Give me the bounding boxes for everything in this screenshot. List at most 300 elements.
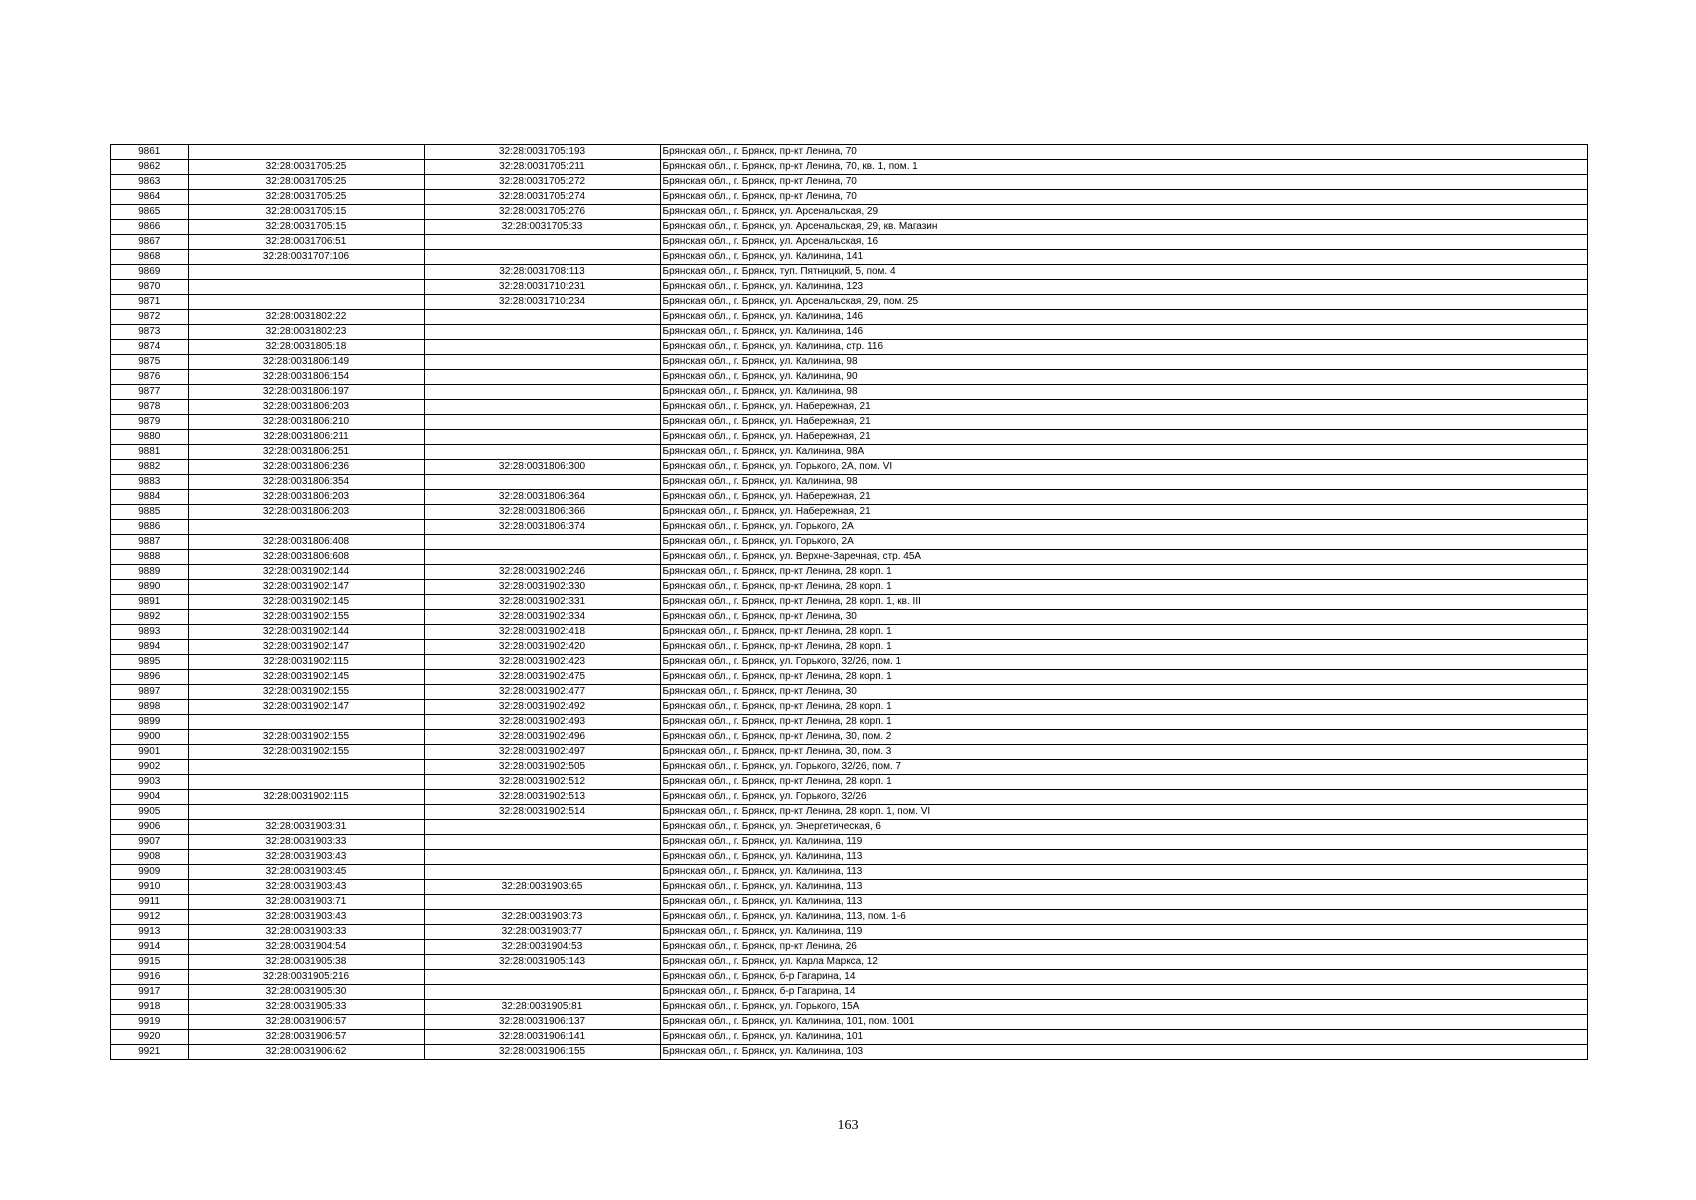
address-cell: Брянская обл., г. Брянск, ул. Калинина, 146 — [660, 310, 1587, 325]
parent-cadastral-number-cell: 32:28:0031806:211 — [188, 430, 424, 445]
row-number-cell: 9921 — [111, 1045, 188, 1060]
table-row — [111, 790, 1587, 805]
address-cell: Брянская обл., г. Брянск, ул. Набережная, 21 — [660, 415, 1587, 430]
address-cell: Брянская обл., г. Брянск, ул. Калинина, 113, пом. 1-6 — [660, 910, 1587, 925]
table-row — [111, 415, 1587, 430]
row-number-cell: 9917 — [111, 985, 188, 1000]
address-cell: Брянская обл., г. Брянск, ул. Калинина, 101, пом. 1001 — [660, 1015, 1587, 1030]
parent-cadastral-number-cell: 32:28:0031906:57 — [188, 1030, 424, 1045]
parent-cadastral-number-cell: 32:28:0031806:149 — [188, 355, 424, 370]
table-row — [111, 490, 1587, 505]
parent-cadastral-number-cell: 32:28:0031902:155 — [188, 730, 424, 745]
cadastral-number-cell: 32:28:0031806:300 — [424, 460, 660, 475]
parent-cadastral-number-cell — [188, 760, 424, 775]
row-number-cell: 9915 — [111, 955, 188, 970]
address-cell: Брянская обл., г. Брянск, ул. Набережная, 21 — [660, 430, 1587, 445]
row-number-cell: 9861 — [138, 146, 161, 157]
table-row — [111, 730, 1587, 745]
cadastral-number-cell: 32:28:0031710:234 — [424, 295, 660, 310]
row-number-cell: 9867 — [111, 235, 188, 250]
address-cell: Брянская обл., г. Брянск, ул. Калинина, 113 — [660, 880, 1587, 895]
cadastral-number-cell — [424, 445, 660, 460]
cadastral-number-cell: 32:28:0031905:143 — [424, 955, 660, 970]
address-cell: Брянская обл., г. Брянск, ул. Арсенальская, 29, кв. Магазин — [660, 220, 1587, 235]
table-row — [111, 925, 1587, 940]
parent-cadastral-number-cell: 32:28:0031902:115 — [188, 790, 424, 805]
table-row — [111, 220, 1587, 235]
row-number-cell: 9889 — [111, 565, 188, 580]
row-number-cell: 9898 — [111, 700, 188, 715]
cadastral-number-cell: 32:28:0031902:514 — [424, 805, 660, 820]
table-row — [111, 370, 1587, 385]
row-number-cell: 9865 — [111, 205, 188, 220]
table-row — [111, 985, 1587, 1000]
cadastral-number-cell — [424, 400, 660, 415]
table-row — [111, 340, 1587, 355]
address-cell: Брянская обл., г. Брянск, пр-кт Ленина, 70 — [660, 190, 1587, 205]
table-row — [111, 625, 1587, 640]
cadastral-number-cell — [424, 430, 660, 445]
address-cell: Брянская обл., г. Брянск, пр-кт Ленина, 28 корп. 1 — [660, 580, 1587, 595]
address-cell: Брянская обл., г. Брянск, б-р Гагарина, 14 — [660, 970, 1587, 985]
table-row — [111, 535, 1587, 550]
row-number-cell: 9899 — [111, 715, 188, 730]
address-cell: Брянская обл., г. Брянск, ул. Калинина, 103 — [660, 1045, 1587, 1060]
parent-cadastral-number-cell: 32:28:0031903:45 — [188, 865, 424, 880]
row-number-cell: 9911 — [111, 895, 188, 910]
cadastral-number-cell: 32:28:0031902:512 — [424, 775, 660, 790]
table-row — [111, 895, 1587, 910]
address-cell: Брянская обл., г. Брянск, ул. Калинина, 119 — [660, 835, 1587, 850]
row-number-cell: 9866 — [111, 220, 188, 235]
parent-cadastral-number-cell: 32:28:0031902:145 — [188, 670, 424, 685]
table-row — [111, 385, 1587, 400]
cadastral-number-cell: 32:28:0031705:33 — [424, 220, 660, 235]
address-cell: Брянская обл., г. Брянск, пр-кт Ленина, 28 корп. 1 — [660, 670, 1587, 685]
table-row — [111, 325, 1587, 340]
parent-cadastral-number-cell: 32:28:0031705:25 — [188, 175, 424, 190]
parent-cadastral-number-cell: 32:28:0031707:106 — [188, 250, 424, 265]
address-cell: Брянская обл., г. Брянск, ул. Горького, 32/26, пом. 7 — [660, 760, 1587, 775]
cadastral-number-cell: 32:28:0031905:81 — [424, 1000, 660, 1015]
cadastral-number-cell: 32:28:0031806:366 — [424, 505, 660, 520]
row-number-cell: 9893 — [111, 625, 188, 640]
row-number-cell: 9874 — [111, 340, 188, 355]
address-cell: Брянская обл., г. Брянск, ул. Калинина, 141 — [660, 250, 1587, 265]
table-row — [111, 760, 1587, 775]
parent-cadastral-number-cell — [188, 520, 424, 535]
row-number-cell: 9869 — [111, 265, 188, 280]
cadastral-number-cell — [424, 865, 660, 880]
table-row — [111, 250, 1587, 265]
parent-cadastral-number-cell: 32:28:0031902:144 — [188, 625, 424, 640]
cadastral-number-cell: 32:28:0031705:274 — [424, 190, 660, 205]
table-row — [111, 400, 1587, 415]
parent-cadastral-number-cell — [188, 715, 424, 730]
table-row — [111, 850, 1587, 865]
cadastral-number-cell — [424, 325, 660, 340]
row-number-cell: 9900 — [111, 730, 188, 745]
table-row — [111, 175, 1587, 190]
parent-cadastral-number-cell: 32:28:0031905:216 — [188, 970, 424, 985]
parent-cadastral-number-cell: 32:28:0031802:23 — [188, 325, 424, 340]
cadastral-number-cell: 32:28:0031705:193 — [424, 145, 660, 160]
parent-cadastral-number-cell: 32:28:0031806:203 — [188, 490, 424, 505]
cadastral-number-cell: 32:28:0031902:475 — [424, 670, 660, 685]
table-row — [111, 190, 1587, 205]
address-cell: Брянская обл., г. Брянск, ул. Набережная, 21 — [660, 505, 1587, 520]
address-cell: Брянская обл., г. Брянск, ул. Горького, 15А — [660, 1000, 1587, 1015]
table-row — [111, 880, 1587, 895]
address-cell: Брянская обл., г. Брянск, пр-кт Ленина, 28 корп. 1, пом. VI — [660, 805, 1587, 820]
parent-cadastral-number-cell: 32:28:0031806:608 — [188, 550, 424, 565]
row-number-cell: 9890 — [111, 580, 188, 595]
cadastral-number-cell: 32:28:0031902:477 — [424, 685, 660, 700]
parent-cadastral-number-cell: 32:28:0031806:354 — [188, 475, 424, 490]
address-cell: Брянская обл., г. Брянск, ул. Горького, 2А, пом. VI — [660, 460, 1587, 475]
row-number-cell: 9905 — [111, 805, 188, 820]
parent-cadastral-number-cell: 32:28:0031705:15 — [188, 205, 424, 220]
address-cell: Брянская обл., г. Брянск, ул. Горького, 32/26 — [660, 790, 1587, 805]
parent-cadastral-number-cell: 32:28:0031902:147 — [188, 700, 424, 715]
address-cell: Брянская обл., г. Брянск, ул. Калинина, 113 — [660, 895, 1587, 910]
table-row — [111, 700, 1587, 715]
address-cell: Брянская обл., г. Брянск, ул. Калинина, 98А — [660, 445, 1587, 460]
address-cell: Брянская обл., г. Брянск, пр-кт Ленина, 28 корп. 1 — [660, 700, 1587, 715]
table-row — [111, 565, 1587, 580]
cadastral-number-cell: 32:28:0031902:423 — [424, 655, 660, 670]
parent-cadastral-number-cell: 32:28:0031903:43 — [188, 910, 424, 925]
address-cell: Брянская обл., г. Брянск, пр-кт Ленина, 30, пом. 2 — [660, 730, 1587, 745]
cadastral-number-cell — [424, 310, 660, 325]
row-number-cell: 9864 — [111, 190, 188, 205]
cadastral-number-cell: 32:28:0031705:211 — [424, 160, 660, 175]
row-number-cell: 9913 — [111, 925, 188, 940]
table-row — [111, 595, 1587, 610]
address-cell: Брянская обл., г. Брянск, пр-кт Ленина, 28 корп. 1, кв. III — [660, 595, 1587, 610]
parent-cadastral-number-cell: 32:28:0031902:155 — [188, 685, 424, 700]
cadastral-number-cell — [424, 370, 660, 385]
table-row — [111, 820, 1587, 835]
address-cell: Брянская обл., г. Брянск, пр-кт Ленина, 30 — [660, 685, 1587, 700]
cadastral-number-cell: 32:28:0031902:493 — [424, 715, 660, 730]
table-row — [111, 445, 1587, 460]
address-cell: Брянская обл., г. Брянск, ул. Горького, 32/26, пом. 1 — [660, 655, 1587, 670]
cadastral-number-cell: 32:28:0031906:141 — [424, 1030, 660, 1045]
table-row — [111, 205, 1587, 220]
parent-cadastral-number-cell — [188, 805, 424, 820]
address-cell: Брянская обл., г. Брянск, пр-кт Ленина, 70, кв. 1, пом. 1 — [660, 160, 1587, 175]
cadastral-number-cell: 32:28:0031906:137 — [424, 1015, 660, 1030]
parent-cadastral-number-cell: 32:28:0031903:43 — [188, 850, 424, 865]
row-number-cell: 9876 — [111, 370, 188, 385]
parent-cadastral-number-cell: 32:28:0031906:57 — [188, 1015, 424, 1030]
cadastral-number-cell — [424, 475, 660, 490]
address-cell: Брянская обл., г. Брянск, пр-кт Ленина, 26 — [660, 940, 1587, 955]
parent-cadastral-number-cell: 32:28:0031902:115 — [188, 655, 424, 670]
parent-cadastral-number-cell: 32:28:0031705:25 — [188, 160, 424, 175]
table-body — [111, 145, 1587, 1059]
address-cell: Брянская обл., г. Брянск, ул. Арсенальская, 16 — [660, 235, 1587, 250]
cadastral-number-cell: 32:28:0031906:155 — [424, 1045, 660, 1060]
cadastral-number-cell: 32:28:0031710:231 — [424, 280, 660, 295]
row-number-cell: 9884 — [111, 490, 188, 505]
address-cell: Брянская обл., г. Брянск, ул. Энергетическая, 6 — [660, 820, 1587, 835]
address-cell: Брянская обл., г. Брянск, ул. Калинина, 119 — [660, 925, 1587, 940]
address-cell: Брянская обл., г. Брянск, ул. Калинина, 123 — [660, 280, 1587, 295]
row-number-cell: 9906 — [111, 820, 188, 835]
address-cell: Брянская обл., г. Брянск, ул. Карла Маркса, 12 — [660, 955, 1587, 970]
cadastral-number-cell: 32:28:0031902:418 — [424, 625, 660, 640]
parent-cadastral-number-cell: 32:28:0031905:38 — [188, 955, 424, 970]
cadastral-number-cell: 32:28:0031903:73 — [424, 910, 660, 925]
table-row — [111, 1015, 1587, 1030]
cadastral-number-cell: 32:28:0031806:364 — [424, 490, 660, 505]
cadastral-number-cell — [424, 385, 660, 400]
cadastral-number-cell — [424, 970, 660, 985]
table-row — [111, 715, 1587, 730]
parent-cadastral-number-cell: 32:28:0031902:144 — [188, 565, 424, 580]
parent-cadastral-number-cell — [188, 265, 424, 280]
address-cell: Брянская обл., г. Брянск, ул. Верхне-Заречная, стр. 45А — [660, 550, 1587, 565]
parent-cadastral-number-cell — [188, 295, 424, 310]
cadastral-number-cell — [424, 850, 660, 865]
parent-cadastral-number-cell: 32:28:0031806:203 — [188, 400, 424, 415]
address-cell: Брянская обл., г. Брянск, пр-кт Ленина, 30 — [660, 610, 1587, 625]
parent-cadastral-number-cell: 32:28:0031903:71 — [188, 895, 424, 910]
row-number-cell: 9872 — [111, 310, 188, 325]
parent-cadastral-number-cell: 32:28:0031705:15 — [188, 220, 424, 235]
table-row — [111, 970, 1587, 985]
row-number-cell: 9920 — [111, 1030, 188, 1045]
row-number-cell: 9888 — [111, 550, 188, 565]
cadastral-number-cell — [424, 820, 660, 835]
parent-cadastral-number-cell — [188, 775, 424, 790]
table-row — [111, 505, 1587, 520]
cadastral-number-cell: 32:28:0031705:272 — [424, 175, 660, 190]
table-row — [111, 805, 1587, 820]
address-cell: Брянская обл., г. Брянск, ул. Горького, 2А — [660, 535, 1587, 550]
cadastral-number-cell: 32:28:0031904:53 — [424, 940, 660, 955]
address-cell: Брянская обл., г. Брянск, пр-кт Ленина, 70 — [660, 175, 1587, 190]
parent-cadastral-number-cell: 32:28:0031806:154 — [188, 370, 424, 385]
table-row — [111, 265, 1587, 280]
address-cell: Брянская обл., г. Брянск, пр-кт Ленина, 70 — [660, 145, 1587, 160]
row-number-cell: 9909 — [111, 865, 188, 880]
table-row — [111, 655, 1587, 670]
parent-cadastral-number-cell: 32:28:0031903:33 — [188, 835, 424, 850]
address-cell: Брянская обл., г. Брянск, ул. Калинина, 98 — [660, 355, 1587, 370]
row-number-cell: 9894 — [111, 640, 188, 655]
cadastral-number-cell: 32:28:0031902:330 — [424, 580, 660, 595]
address-cell: Брянская обл., г. Брянск, пр-кт Ленина, 28 корп. 1 — [660, 715, 1587, 730]
table-row — [111, 475, 1587, 490]
row-number-cell: 9896 — [111, 670, 188, 685]
address-cell: Брянская обл., г. Брянск, пр-кт Ленина, 28 корп. 1 — [660, 625, 1587, 640]
table-row — [111, 910, 1587, 925]
address-cell: Брянская обл., г. Брянск, ул. Калинина, стр. 116 — [660, 340, 1587, 355]
row-number-cell: 9882 — [111, 460, 188, 475]
row-number-cell: 9880 — [111, 430, 188, 445]
table-row — [111, 280, 1587, 295]
parent-cadastral-number-cell: 32:28:0031806:210 — [188, 415, 424, 430]
address-cell: Брянская обл., г. Брянск, ул. Калинина, 113 — [660, 850, 1587, 865]
cadastral-number-cell — [424, 895, 660, 910]
parent-cadastral-number-cell: 32:28:0031902:155 — [188, 745, 424, 760]
table-row — [111, 865, 1587, 880]
parent-cadastral-number-cell: 32:28:0031903:31 — [188, 820, 424, 835]
parent-cadastral-number-cell: 32:28:0031806:197 — [188, 385, 424, 400]
address-cell: Брянская обл., г. Брянск, ул. Калинина, 101 — [660, 1030, 1587, 1045]
row-number-cell: 9902 — [111, 760, 188, 775]
row-number-cell: 9916 — [111, 970, 188, 985]
row-number-cell: 9908 — [111, 850, 188, 865]
table-row — [111, 430, 1587, 445]
cadastral-number-cell: 32:28:0031902:420 — [424, 640, 660, 655]
cadastral-number-cell — [424, 340, 660, 355]
parent-cadastral-number-cell: 32:28:0031806:203 — [188, 505, 424, 520]
cadastral-number-cell — [424, 535, 660, 550]
table-row — [111, 1045, 1587, 1060]
row-number-cell: 9877 — [111, 385, 188, 400]
table-row — [111, 940, 1587, 955]
row-number-cell: 9904 — [111, 790, 188, 805]
table-row — [111, 460, 1587, 475]
row-number-cell: 9892 — [111, 610, 188, 625]
document-table — [110, 144, 1588, 1060]
row-number-cell: 9886 — [111, 520, 188, 535]
row-number-cell: 9914 — [111, 940, 188, 955]
address-cell: Брянская обл., г. Брянск, ул. Арсенальская, 29 — [660, 205, 1587, 220]
address-cell: Брянская обл., г. Брянск, ул. Калинина, 90 — [660, 370, 1587, 385]
address-cell: Брянская обл., г. Брянск, ул. Калинина, 146 — [660, 325, 1587, 340]
address-cell: Брянская обл., г. Брянск, туп. Пятницкий, 5, пом. 4 — [660, 265, 1587, 280]
parent-cadastral-number-cell: 32:28:0031902:147 — [188, 580, 424, 595]
row-number-cell: 9895 — [111, 655, 188, 670]
cadastral-number-cell — [424, 250, 660, 265]
table-row — [111, 955, 1587, 970]
row-number-cell: 9901 — [111, 745, 188, 760]
table-row — [111, 1000, 1587, 1015]
parent-cadastral-number-cell: 32:28:0031903:33 — [188, 925, 424, 940]
parent-cadastral-number-cell: 32:28:0031905:33 — [188, 1000, 424, 1015]
cadastral-number-cell: 32:28:0031902:513 — [424, 790, 660, 805]
address-cell: Брянская обл., г. Брянск, ул. Калинина, 113 — [660, 865, 1587, 880]
row-number-cell: 9868 — [111, 250, 188, 265]
cadastral-number-cell — [424, 985, 660, 1000]
parent-cadastral-number-cell: 32:28:0031902:155 — [188, 610, 424, 625]
table-row — [111, 1030, 1587, 1045]
parent-cadastral-number-cell: 32:28:0031806:408 — [188, 535, 424, 550]
row-number-cell: 9871 — [111, 295, 188, 310]
parent-cadastral-number-cell: 32:28:0031706:51 — [188, 235, 424, 250]
address-cell: Брянская обл., г. Брянск, ул. Арсенальская, 29, пом. 25 — [660, 295, 1587, 310]
address-cell: Брянская обл., г. Брянск, ул. Калинина, 98 — [660, 385, 1587, 400]
cadastral-number-cell: 32:28:0031902:497 — [424, 745, 660, 760]
cadastral-number-cell: 32:28:0031902:331 — [424, 595, 660, 610]
row-number-cell: 9881 — [111, 445, 188, 460]
page-number: 163 — [837, 1118, 859, 1133]
parent-cadastral-number-cell: 32:28:0031906:62 — [188, 1045, 424, 1060]
row-number-cell: 9885 — [111, 505, 188, 520]
row-number-cell: 9912 — [111, 910, 188, 925]
row-number-cell: 9887 — [111, 535, 188, 550]
table-row — [111, 550, 1587, 565]
row-number-cell: 9878 — [111, 400, 188, 415]
row-number-cell: 9910 — [111, 880, 188, 895]
parent-cadastral-number-cell: 32:28:0031802:22 — [188, 310, 424, 325]
table-row — [111, 145, 1587, 160]
cadastral-number-cell: 32:28:0031708:113 — [424, 265, 660, 280]
parent-cadastral-number-cell: 32:28:0031904:54 — [188, 940, 424, 955]
row-number-cell: 9873 — [111, 325, 188, 340]
table-row — [111, 520, 1587, 535]
cadastral-number-cell — [424, 550, 660, 565]
table-row — [111, 355, 1587, 370]
row-number-cell: 9863 — [111, 175, 188, 190]
parent-cadastral-number-cell: 32:28:0031902:147 — [188, 640, 424, 655]
parent-cadastral-number-cell: 32:28:0031705:25 — [188, 190, 424, 205]
table-row — [111, 835, 1587, 850]
parent-cadastral-number-cell: 32:28:0031806:251 — [188, 445, 424, 460]
cadastral-number-cell: 32:28:0031705:276 — [424, 205, 660, 220]
parent-cadastral-number-cell: 32:28:0031905:30 — [188, 985, 424, 1000]
address-cell: Брянская обл., г. Брянск, ул. Набережная, 21 — [660, 400, 1587, 415]
row-number-cell: 9919 — [111, 1015, 188, 1030]
row-number-cell: 9907 — [111, 835, 188, 850]
parent-cadastral-number-cell: 32:28:0031903:43 — [188, 880, 424, 895]
row-number-cell: 9891 — [111, 595, 188, 610]
cadastral-number-cell: 32:28:0031806:374 — [424, 520, 660, 535]
table-row — [111, 745, 1587, 760]
table-row — [111, 160, 1587, 175]
cadastral-number-cell — [424, 835, 660, 850]
row-number-cell: 9875 — [111, 355, 188, 370]
table-row — [111, 310, 1587, 325]
cadastral-table — [111, 145, 1587, 1059]
row-number-cell: 9870 — [111, 280, 188, 295]
table-row — [111, 640, 1587, 655]
table-row — [111, 610, 1587, 625]
parent-cadastral-number-cell: 32:28:0031806:236 — [188, 460, 424, 475]
cadastral-number-cell: 32:28:0031902:492 — [424, 700, 660, 715]
address-cell: Брянская обл., г. Брянск, ул. Калинина, 98 — [660, 475, 1587, 490]
address-cell: Брянская обл., г. Брянск, пр-кт Ленина, 28 корп. 1 — [660, 640, 1587, 655]
address-cell: Брянская обл., г. Брянск, пр-кт Ленина, 30, пом. 3 — [660, 745, 1587, 760]
address-cell: Брянская обл., г. Брянск, пр-кт Ленина, 28 корп. 1 — [660, 775, 1587, 790]
cadastral-number-cell — [424, 355, 660, 370]
table-row — [111, 295, 1587, 310]
table-row — [111, 580, 1587, 595]
table-row — [111, 685, 1587, 700]
row-number-cell: 9879 — [111, 415, 188, 430]
row-number-cell: 9897 — [111, 685, 188, 700]
parent-cadastral-number-cell — [188, 280, 424, 295]
table-row — [111, 775, 1587, 790]
parent-cadastral-number-cell: 32:28:0031805:18 — [188, 340, 424, 355]
parent-cadastral-number-cell — [188, 145, 424, 160]
row-number-cell: 9918 — [111, 1000, 188, 1015]
row-number-cell: 9883 — [111, 475, 188, 490]
address-cell: Брянская обл., г. Брянск, б-р Гагарина, 14 — [660, 985, 1587, 1000]
parent-cadastral-number-cell: 32:28:0031902:145 — [188, 595, 424, 610]
cadastral-number-cell: 32:28:0031902:505 — [424, 760, 660, 775]
cadastral-number-cell: 32:28:0031903:77 — [424, 925, 660, 940]
table-row — [111, 235, 1587, 250]
row-number-cell: 9903 — [111, 775, 188, 790]
cadastral-number-cell: 32:28:0031903:65 — [424, 880, 660, 895]
row-number-cell: 9862 — [111, 160, 188, 175]
